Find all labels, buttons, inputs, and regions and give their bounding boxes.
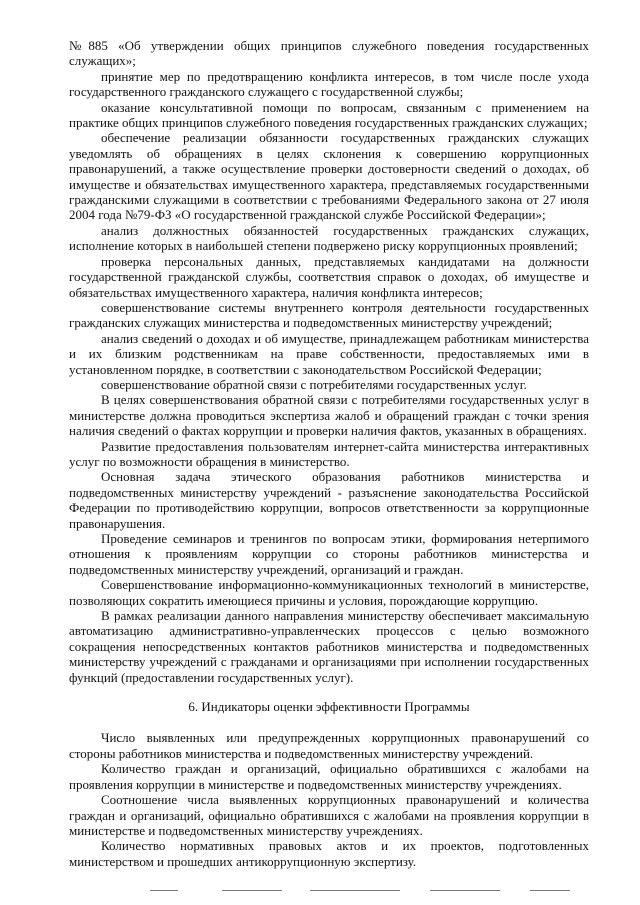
section-heading: 6. Индикаторы оценки эффективности Программы [188, 699, 470, 715]
paragraph-indicator-expertise: Количество нормативных правовых актов и их проектов, подготовленных министерством и прошедших антикоррупционную экспертизу. [69, 838, 589, 869]
document-body [69, 38, 589, 869]
scan-artifact-marks [150, 888, 590, 894]
scan-artifact-mark [310, 890, 400, 891]
paragraph-ict-improvement: Совершенствование информационно-коммуникационных технологий в министерстве, позволяющих сократить имеющиеся причины и условия, порождающие коррупцию. [69, 577, 589, 608]
paragraph-consultative-help: оказание консультативной помощи по вопросам, связанным с применением на практике общих принципов служебного поведения государственных гражданских служащих; [69, 99, 589, 131]
scan-artifact-mark [222, 890, 282, 891]
scan-artifact-mark [150, 890, 178, 891]
paragraph-ethics-education: Основная задача этического образования работников министерства и подведомственных министерству учреждений - разъяснение законодательства Российской Федерации по противодействию коррупции, вопросов ответственности за коррупционные правонарушения. [69, 469, 589, 531]
paragraph-income-analysis: анализ сведений о доходах и об имуществе, принадлежащем работникам министерства и их близким родственникам на праве собственности, предоставляемых ими в установленном порядке, в соответствии с законодательством Российской Федерации; [69, 330, 589, 377]
paragraph-automation: В рамках реализации данного направления министерству обеспечивает максимальную автоматизацию административно-управленческих процессов с целью возможного сокращения непосредственных контактов работников министерства и подведомственных министерству учреждений с гражданами и организациями при исполнении государственных функций (предоставлении государственных услуг). [69, 608, 589, 685]
paragraph-website-services: Развитие предоставления пользователям интернет-сайта министерства интерактивных услуг по возможности обращения в министерство. [69, 438, 589, 469]
scan-artifact-mark [530, 890, 570, 891]
paragraph-seminars: Проведение семинаров и тренингов по вопросам этики, формирования нетерпимого отношения к проявлениям коррупции со стороны работников министерства и подведомственных министерству учреждений, организаций и граждан. [69, 531, 589, 577]
paragraph-indicator-ratio: Соотношение числа выявленных коррупционных правонарушений и количества граждан и организаций, официально обратившихся с жалобами на проявления коррупции в министерстве и подведомственных министерству учреждениях. [69, 792, 589, 838]
scan-artifact-mark [430, 890, 500, 891]
paragraph-personal-data-check: проверка персональных данных, представляемых кандидатами на должности государственной гражданской службы, соответствия справок о доходах, об имуществе и обязательствах имущественного характера, наличия конфликта интересов; [69, 253, 589, 300]
paragraph-feedback: совершенствование обратной связи с потребителями государственных услуг. [101, 376, 527, 392]
paragraph-internal-control: совершенствование системы внутреннего контроля деятельности государственных гражданских служащих министерства и подведомственных министерству учреждений; [69, 299, 589, 331]
paragraph-duties-analysis: анализ должностных обязанностей государственных гражданских служащих, исполнение которых в наибольшей степени подвержено риску коррупционных проявлений; [69, 222, 589, 254]
paragraph-conflict-of-interest: принятие мер по предотвращению конфликта интересов, в том числе после ухода государственного гражданского служащего с государственной службы; [69, 68, 589, 100]
document-page [69, 38, 589, 869]
paragraph-indicator-violations: Число выявленных или предупрежденных коррупционных правонарушений со стороны работников министерства и подведомственных министерству учреждений. [69, 730, 589, 761]
paragraph-notification-duty: обеспечение реализации обязанности государственных гражданских служащих уведомлять об обращениях в целях склонения к совершению коррупционных правонарушений, а также осуществление проверки достоверности сведений о доходах, об имуществе и обязательствах имущественного характера, представляемых государственными гражданскими служащими в соответствии с требованиями Федерального закона от 27 июля 2004 года №79-ФЗ «О государственной гражданской службе Российской Федерации»; [69, 130, 589, 223]
paragraph-decree-885: №885 «Об утверждении общих принципов служебного поведения государственных служащих»; [69, 38, 589, 69]
paragraph-complaints-expertise: В целях совершенствования обратной связи с потребителями государственных услуг в министерстве должна проводиться экспертиза жалоб и обращений граждан с точки зрения наличия сведений о фактах коррупции и проверки наличия фактов, указанных в обращениях. [69, 392, 589, 439]
paragraph-indicator-complaints: Количество граждан и организаций, официально обратившихся с жалобами на проявления коррупции в министерстве и подведомственных министерству учреждениях. [69, 761, 589, 792]
